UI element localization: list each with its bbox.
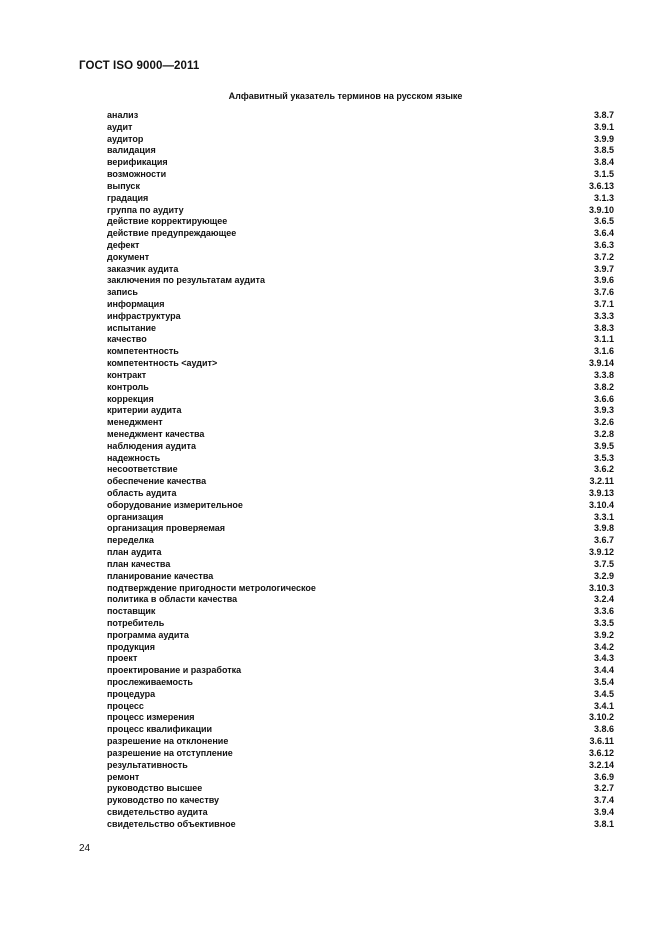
index-entry-ref: 3.9.13 <box>588 488 614 498</box>
index-entry-term: возможности <box>107 169 167 180</box>
index-entry <box>107 216 614 228</box>
index-entry-term: коррекция <box>107 393 154 404</box>
index-entry-term: процедура <box>107 688 156 699</box>
index-entry-term: результативность <box>107 759 188 770</box>
index-entry-ref: 3.6.12 <box>588 747 614 758</box>
index-entry-term: план аудита <box>107 547 162 558</box>
index-entry <box>107 134 614 146</box>
index-entry <box>107 193 614 205</box>
index-entry-ref: 3.9.8 <box>593 523 614 534</box>
index-entry-term: информация <box>107 299 165 309</box>
index-entry-ref: 3.6.2 <box>593 464 614 475</box>
index-entry <box>107 228 614 240</box>
index-entry-term: аудитор <box>107 133 144 144</box>
index-entry <box>107 240 614 252</box>
index-entry-term: запись <box>107 287 138 298</box>
index-entry <box>107 760 614 772</box>
index-entry-term: оборудование измерительное <box>107 499 243 510</box>
index-entry-ref: 3.8.1 <box>593 818 614 829</box>
index-entry <box>107 512 614 524</box>
index-entry <box>107 523 614 535</box>
index-entry <box>107 205 614 217</box>
index-entry <box>107 169 614 181</box>
index-entry <box>107 583 614 595</box>
index-entry-term: прослеживаемость <box>107 677 193 687</box>
index-entry <box>107 630 614 642</box>
index-entry-term: контроль <box>107 381 149 392</box>
index-entry-ref: 3.8.5 <box>593 145 614 156</box>
index-entry <box>107 110 614 122</box>
index-entry-ref: 3.2.6 <box>593 417 614 428</box>
index-entry-ref: 3.9.4 <box>593 806 614 817</box>
index-entry-ref: 3.8.3 <box>593 322 614 333</box>
index-entry-ref: 3.9.10 <box>588 204 614 215</box>
index-entry <box>107 653 614 665</box>
index-entry-term: свидетельство аудита <box>107 806 208 817</box>
index-entry-term: надежность <box>107 452 161 463</box>
index-entry <box>107 264 614 276</box>
index-entry <box>107 665 614 677</box>
index-entry <box>107 275 614 287</box>
index-entry-term: заключения по результатам аудита <box>107 275 265 286</box>
index-entry-ref: 3.3.1 <box>593 511 614 522</box>
index-entry-term: инфраструктура <box>107 310 181 321</box>
index-entry-ref: 3.1.1 <box>593 334 614 345</box>
index-entry-ref: 3.6.4 <box>593 228 614 239</box>
index-entry-ref: 3.2.14 <box>588 759 614 770</box>
index-entry-term: организация <box>107 511 164 522</box>
index-title: Алфавитный указатель терминов на русском языке <box>228 91 463 101</box>
index-entry-ref: 3.4.2 <box>593 641 614 652</box>
index-entry <box>107 689 614 701</box>
index-entry-term: несоответствие <box>107 464 178 475</box>
index-entry <box>107 701 614 713</box>
index-entry-term: переделка <box>107 535 154 546</box>
index-entry-term: разрешение на отклонение <box>107 736 229 747</box>
index-entry-ref: 3.3.3 <box>593 310 614 321</box>
index-entry-ref: 3.8.7 <box>593 110 614 120</box>
index-entry-ref: 3.7.1 <box>593 299 614 309</box>
index-entry-ref: 3.6.11 <box>589 736 614 747</box>
index-entry-ref: 3.4.3 <box>593 653 614 664</box>
index-entry-ref: 3.9.9 <box>593 133 614 144</box>
index-entry <box>107 547 614 559</box>
index-entry-ref: 3.8.2 <box>593 381 614 392</box>
index-entry-ref: 3.2.11 <box>589 476 614 487</box>
index-entry-ref: 3.2.7 <box>593 783 614 794</box>
index-entry-term: область аудита <box>107 488 177 498</box>
index-entry-term: свидетельство объективное <box>107 818 236 829</box>
index-entry-term: руководство высшее <box>107 783 203 794</box>
index-entry-ref: 3.3.5 <box>593 617 614 628</box>
index-entry-ref: 3.10.2 <box>588 712 614 723</box>
index-entry-term: компетентность <box>107 346 179 357</box>
index-entry-term: проект <box>107 653 138 664</box>
index-entry <box>107 618 614 630</box>
index-entry-term: градация <box>107 192 149 203</box>
index-entry-ref: 3.7.5 <box>593 558 614 569</box>
index-entry <box>107 358 614 370</box>
index-entry <box>107 252 614 264</box>
index-entry <box>107 772 614 784</box>
index-entry-term: подтверждение пригодности метрологическое <box>107 582 316 593</box>
index-entry-term: поставщик <box>107 606 156 617</box>
index-entry <box>107 559 614 571</box>
index-entry-ref: 3.2.9 <box>593 570 614 581</box>
index-entry <box>107 819 614 831</box>
index-entry-term: документ <box>107 251 150 262</box>
index-entry <box>107 429 614 441</box>
index-entry <box>107 807 614 819</box>
index-entry <box>107 488 614 500</box>
index-entry-ref: 3.4.5 <box>593 688 614 699</box>
index-entry-ref: 3.7.2 <box>593 251 614 262</box>
index-entry-ref: 3.5.4 <box>593 677 614 687</box>
index-entry <box>107 394 614 406</box>
index-entry-term: действие предупреждающее <box>107 228 237 239</box>
index-entry-ref: 3.10.3 <box>588 582 614 593</box>
index-entry-ref: 3.7.4 <box>593 795 614 806</box>
index-entry-term: испытание <box>107 322 157 333</box>
index-entry <box>107 476 614 488</box>
index-entry-term: качество <box>107 334 147 345</box>
index-entry-term: менеджмент качества <box>107 428 205 439</box>
index-entry-term: компетентность <аудит> <box>107 358 218 369</box>
index-entry <box>107 464 614 476</box>
index-entry-term: продукция <box>107 641 155 652</box>
index-entry <box>107 405 614 417</box>
index-entry <box>107 606 614 618</box>
index-entry-term: контракт <box>107 369 147 380</box>
index-entry <box>107 299 614 311</box>
index-entry-ref: 3.8.4 <box>593 157 614 168</box>
index-entry <box>107 287 614 299</box>
document-header: ГОСТ ISO 9000—2011 <box>79 60 200 72</box>
index-entry <box>107 323 614 335</box>
index-entry-ref: 3.8.6 <box>593 724 614 735</box>
index-entry-ref: 3.6.9 <box>593 771 614 782</box>
page-number: 24 <box>79 843 91 854</box>
index-entry-ref: 3.4.1 <box>593 700 614 711</box>
index-entry-ref: 3.1.5 <box>593 169 614 180</box>
index-entry-ref: 3.9.1 <box>593 121 614 132</box>
index-entry-term: планирование качества <box>107 570 214 581</box>
index-entry-term: группа по аудиту <box>107 204 184 215</box>
index-entry <box>107 334 614 346</box>
index-entry-term: обеспечение качества <box>107 476 207 487</box>
index-entry-ref: 3.6.3 <box>593 239 614 250</box>
index-entry <box>107 311 614 323</box>
index-entry-ref: 3.3.6 <box>593 606 614 617</box>
index-entry-term: аудит <box>107 121 133 132</box>
index-entry-term: руководство по качеству <box>107 795 220 806</box>
index-entry-ref: 3.6.5 <box>593 216 614 227</box>
index-entry-term: наблюдения аудита <box>107 440 196 451</box>
index-entry <box>107 712 614 724</box>
index-entry <box>107 346 614 358</box>
index-entry-term: действие корректирующее <box>107 216 228 227</box>
index-entry-ref: 3.1.6 <box>593 346 614 357</box>
index-entry <box>107 453 614 465</box>
index-entry <box>107 594 614 606</box>
index-entry-term: политика в области качества <box>107 594 238 605</box>
index-entry-ref: 3.1.3 <box>593 192 614 203</box>
index-entry-ref: 3.3.8 <box>593 369 614 380</box>
index-entry-ref: 3.9.14 <box>588 358 614 369</box>
index-entry <box>107 122 614 134</box>
index-entry-ref: 3.9.3 <box>593 405 614 416</box>
index-entry-ref: 3.6.13 <box>588 180 614 191</box>
index-entry-ref: 3.9.6 <box>593 275 614 286</box>
index-entry-term: процесс измерения <box>107 712 195 723</box>
index-entry-term: выпуск <box>107 180 140 191</box>
index-entry <box>107 370 614 382</box>
index-entry-term: процесс <box>107 700 144 711</box>
index-entry <box>107 724 614 736</box>
index-entry-ref: 3.10.4 <box>588 499 614 510</box>
index-entry-term: критерии аудита <box>107 405 182 416</box>
index-entry <box>107 783 614 795</box>
index-entry-term: план качества <box>107 558 171 569</box>
index-entry-ref: 3.6.7 <box>593 535 614 546</box>
index-entry-ref: 3.9.12 <box>588 547 614 558</box>
index-entry <box>107 500 614 512</box>
index-entry-term: верификация <box>107 157 168 168</box>
index-entry-term: дефект <box>107 239 140 250</box>
index-entry-ref: 3.4.4 <box>593 665 614 676</box>
index-entry-ref: 3.2.8 <box>593 428 614 439</box>
index-entry <box>107 145 614 157</box>
index-entry <box>107 642 614 654</box>
index-entry <box>107 157 614 169</box>
index-entry <box>107 677 614 689</box>
index-entry-term: процесс квалификации <box>107 724 213 735</box>
index-entry <box>107 417 614 429</box>
index-entry <box>107 748 614 760</box>
index-entry <box>107 181 614 193</box>
index-entry-term: потребитель <box>107 617 165 628</box>
index-entry-term: разрешение на отступление <box>107 747 233 758</box>
index-entry-term: менеджмент <box>107 417 163 428</box>
index-entry-ref: 3.5.3 <box>593 452 614 463</box>
index-entry-term: заказчик аудита <box>107 263 179 274</box>
index-entry <box>107 535 614 547</box>
index-entry-term: программа аудита <box>107 629 189 640</box>
index-entry-ref: 3.9.5 <box>593 440 614 451</box>
index-entry <box>107 571 614 583</box>
index-entry-ref: 3.7.6 <box>593 287 614 298</box>
index-entry-ref: 3.9.2 <box>593 629 614 640</box>
index-entry-term: валидация <box>107 145 156 156</box>
index-entry-term: ремонт <box>107 771 140 782</box>
index-entry <box>107 382 614 394</box>
index-entry <box>107 441 614 453</box>
index-entry <box>107 795 614 807</box>
index-entry <box>107 736 614 748</box>
index-entry-ref: 3.9.7 <box>593 263 614 274</box>
index-entry-term: анализ <box>107 110 139 120</box>
index-entry-term: организация проверяемая <box>107 523 226 534</box>
term-index-list <box>107 110 614 831</box>
index-entry-ref: 3.6.6 <box>593 393 614 404</box>
index-entry-ref: 3.2.4 <box>593 594 614 605</box>
index-entry-term: проектирование и разработка <box>107 665 242 676</box>
